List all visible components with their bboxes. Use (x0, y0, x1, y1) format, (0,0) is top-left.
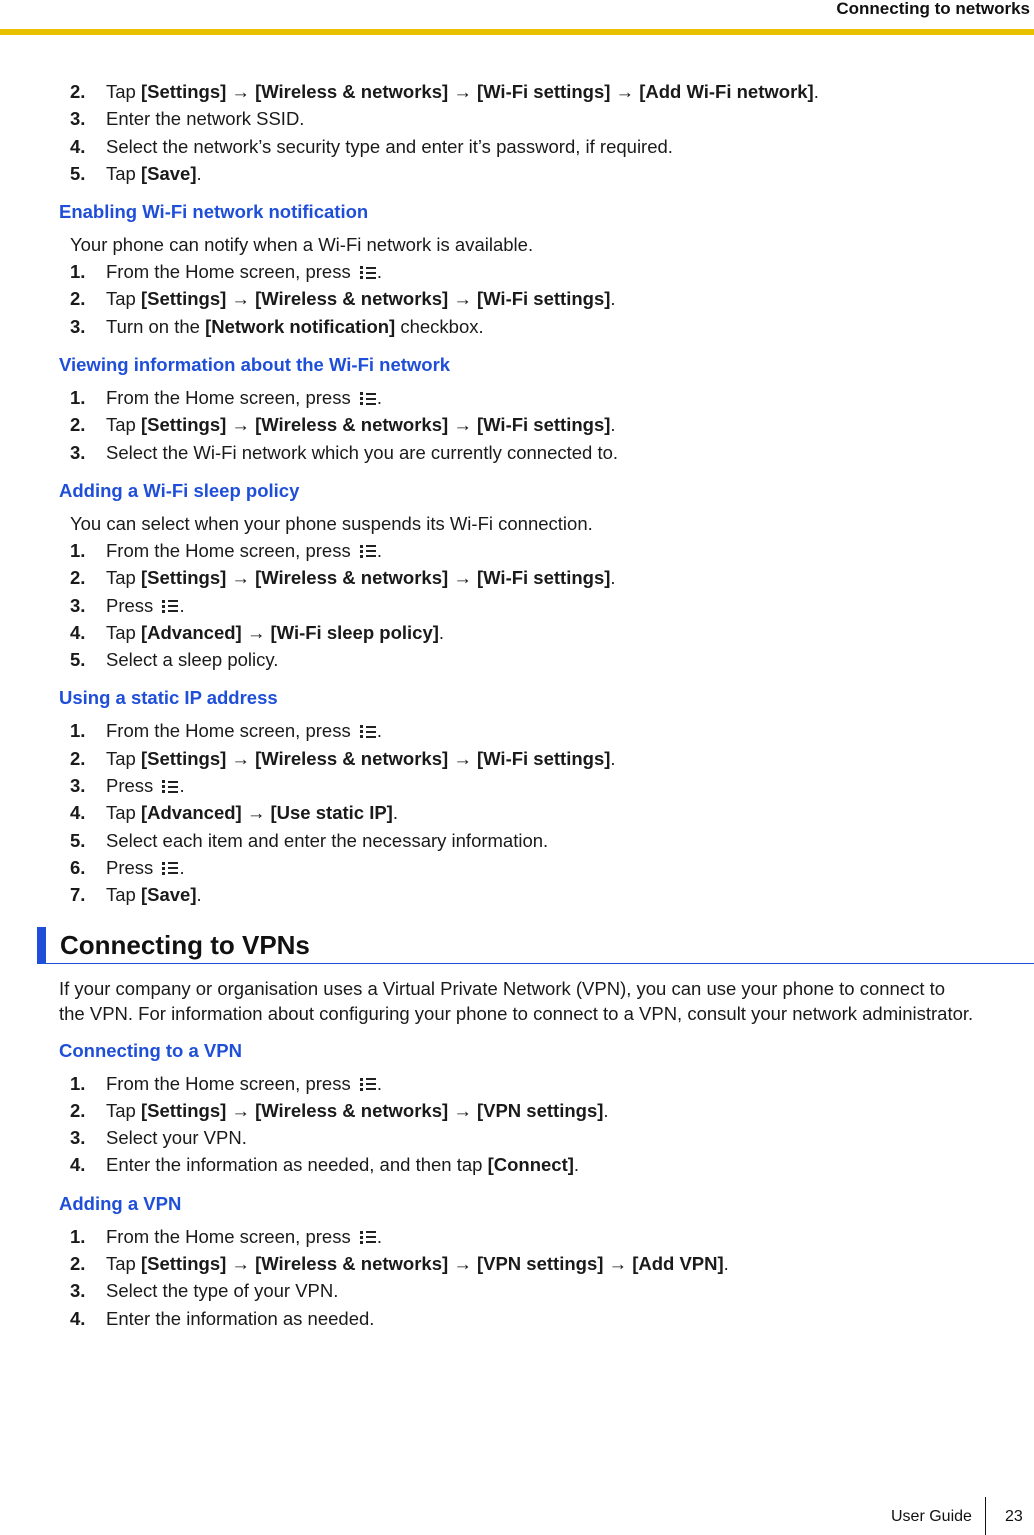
ui-label: [Connect] (487, 1154, 574, 1176)
step-text (106, 564, 616, 591)
ui-label: [Settings] (140, 288, 227, 310)
ui-label: [VPN settings] (476, 1253, 604, 1275)
step-text-run: . (196, 884, 202, 906)
menu-icon (360, 724, 376, 739)
step-text (106, 439, 618, 466)
step-number: 2. (70, 1253, 86, 1275)
step-number: 3. (70, 775, 86, 797)
step-text-run: Select your VPN. (106, 1127, 247, 1149)
step-text (106, 854, 185, 881)
step-text-run: checkbox. (395, 315, 484, 337)
step-list (0, 1223, 1034, 1332)
step-text-run: Tap (106, 81, 141, 102)
step-item (0, 717, 1034, 744)
step-number: 4. (70, 802, 86, 824)
ui-label: [Save] (140, 884, 197, 906)
step-item (0, 1151, 1034, 1178)
step-number: 4. (70, 621, 86, 643)
step-text-run: Enter the information as needed, and then tap (106, 1154, 488, 1176)
step-text-run: From the Home screen, press (106, 720, 356, 742)
step-number: 3. (70, 594, 86, 616)
step-number: 2. (70, 747, 86, 769)
step-number: 4. (70, 1154, 86, 1176)
step-text-run: . (376, 539, 382, 561)
step-number: 2. (70, 567, 86, 589)
step-text-run: → (448, 288, 477, 310)
step-text-run: Tap (106, 747, 141, 769)
menu-icon (360, 391, 376, 406)
ui-label: [Wi-Fi settings] (476, 747, 611, 769)
step-text (106, 160, 202, 187)
menu-icon (360, 265, 376, 280)
step-text-run: . (179, 594, 185, 616)
step-item (0, 854, 1034, 881)
step-text-run: . (376, 1072, 382, 1094)
step-text-run: Tap (106, 802, 141, 824)
ui-label: [Wi-Fi settings] (476, 414, 611, 436)
step-text-run: → (448, 567, 477, 589)
step-number: 4. (70, 1307, 86, 1329)
step-item (0, 564, 1034, 591)
step-list (0, 78, 1034, 187)
subheading-adding-vpn: Adding a VPN (59, 1192, 182, 1214)
menu-icon (360, 544, 376, 559)
ui-label: [Wireless & networks] (255, 567, 449, 589)
step-item (0, 133, 1034, 160)
step-item (0, 619, 1034, 646)
step-item (0, 772, 1034, 799)
step-text (106, 1151, 579, 1178)
section-heading-vpns: Connecting to VPNs (37, 927, 1034, 964)
step-item (0, 285, 1034, 312)
step-text (106, 133, 673, 160)
ui-label: [Settings] (140, 747, 227, 769)
step-text (106, 881, 202, 908)
step-text-run: Select a sleep policy. (106, 649, 279, 671)
ui-label: [Save] (140, 162, 197, 184)
step-item (0, 881, 1034, 908)
step-text (106, 1305, 374, 1332)
subheading-sleep-policy: Adding a Wi-Fi sleep policy (59, 479, 300, 501)
step-number: 1. (70, 539, 86, 561)
ui-label: [Advanced] (140, 621, 242, 643)
step-number: 7. (70, 884, 86, 906)
step-text (106, 384, 382, 411)
step-item (0, 1305, 1034, 1332)
menu-icon (360, 1077, 376, 1092)
step-text (106, 646, 278, 673)
step-number: 5. (70, 162, 86, 184)
step-number: 3. (70, 1127, 86, 1149)
ui-label: [Wi-Fi settings] (476, 288, 611, 310)
step-text (106, 1097, 609, 1124)
intro-notification: Your phone can notify when a Wi-Fi network is available. (70, 234, 534, 256)
step-text-run: Press (106, 594, 159, 616)
step-text (106, 717, 382, 744)
step-text-run: Press (106, 775, 159, 797)
step-number: 4. (70, 135, 86, 157)
step-item (0, 411, 1034, 438)
step-text-run: → (241, 802, 271, 824)
step-text-run: . (610, 567, 616, 589)
header-rule (0, 29, 1034, 35)
step-text-run: From the Home screen, press (106, 261, 356, 283)
step-list (0, 258, 1034, 340)
step-text-run: . (179, 856, 185, 878)
step-text-run: → (603, 1253, 633, 1275)
step-text-run: . (610, 414, 616, 436)
step-item (0, 592, 1034, 619)
step-text-run: Tap (106, 288, 141, 310)
ui-label: [VPN settings] (476, 1099, 604, 1121)
step-text-run: Tap (106, 414, 141, 436)
step-number: 5. (70, 649, 86, 671)
step-text-run: . (610, 747, 616, 769)
step-text-run: . (196, 162, 202, 184)
intro-sleep-policy: You can select when your phone suspends its Wi-Fi connection. (70, 512, 593, 534)
step-text-run: . (813, 81, 819, 102)
running-header: Connecting to networks (836, 0, 1030, 18)
step-text-run: → (448, 1253, 477, 1275)
step-text (106, 285, 616, 312)
ui-label: [Wi-Fi settings] (476, 567, 611, 589)
step-number: 1. (70, 261, 86, 283)
subheading-static-ip: Using a static IP address (59, 687, 278, 709)
menu-icon (360, 1230, 376, 1245)
ui-label: [Wireless & networks] (255, 414, 449, 436)
ui-label: [Add Wi-Fi network] (639, 81, 814, 102)
step-text (106, 258, 382, 285)
step-text-run: → (448, 81, 477, 102)
step-text-run: Tap (106, 1253, 141, 1275)
step-text-run: → (448, 747, 477, 769)
step-text-run: . (723, 1253, 729, 1275)
step-text-run: → (226, 81, 256, 102)
step-text-run: From the Home screen, press (106, 1225, 356, 1247)
step-item (0, 827, 1034, 854)
step-text-run: Tap (106, 884, 141, 906)
step-text-run: From the Home screen, press (106, 1072, 356, 1094)
step-text-run: → (226, 567, 256, 589)
step-number: 2. (70, 81, 86, 102)
step-text-run: → (226, 414, 256, 436)
step-text-run: → (448, 1099, 477, 1121)
ui-label: [Wireless & networks] (255, 747, 449, 769)
step-number: 1. (70, 720, 86, 742)
step-text-run: Tap (106, 621, 141, 643)
step-text-run: Select the type of your VPN. (106, 1280, 339, 1302)
step-text-run: . (376, 387, 382, 409)
step-item (0, 160, 1034, 187)
step-text (106, 1070, 382, 1097)
section-intro-vpns: If your company or organisation uses a Virtual Private Network (VPN), you can use your phone to connect to the VPN. For information about configuring your phone to connect to a VPN, consult your network administrator. (59, 977, 974, 1024)
step-item (0, 1223, 1034, 1250)
step-text-run: Select the Wi-Fi network which you are currently connected to. (106, 441, 619, 463)
step-number: 2. (70, 288, 86, 310)
step-text-run: Enter the information as needed. (106, 1307, 375, 1329)
step-text (106, 1223, 382, 1250)
step-text-run: → (241, 621, 271, 643)
step-text-run: . (376, 720, 382, 742)
step-item (0, 105, 1034, 132)
step-text (106, 592, 185, 619)
step-list (0, 1070, 1034, 1179)
ui-label: [Settings] (140, 81, 227, 102)
ui-label: [Wireless & networks] (255, 1253, 449, 1275)
step-text (106, 313, 484, 340)
step-text-run: → (226, 1253, 256, 1275)
step-text (106, 772, 185, 799)
step-text (106, 537, 382, 564)
step-number: 3. (70, 441, 86, 463)
step-text-run: . (603, 1099, 609, 1121)
step-item (0, 799, 1034, 826)
step-item (0, 78, 1034, 105)
step-number: 2. (70, 1099, 86, 1121)
ui-label: [Use static IP] (270, 802, 393, 824)
step-text-run: Enter the network SSID. (106, 108, 305, 130)
step-text (106, 1250, 729, 1277)
step-item (0, 537, 1034, 564)
step-list (0, 717, 1034, 908)
step-number: 3. (70, 108, 86, 130)
step-text-run: Turn on the (106, 315, 206, 337)
ui-label: [Settings] (140, 1253, 227, 1275)
step-text-run: Press (106, 856, 159, 878)
page-content (0, 78, 1034, 1332)
ui-label: [Wireless & networks] (255, 81, 449, 102)
step-item (0, 1250, 1034, 1277)
page-number: 23 (1005, 1508, 1023, 1525)
step-text-run: . (438, 621, 445, 643)
step-list (0, 384, 1034, 466)
step-text-run: → (226, 288, 256, 310)
step-number: 6. (70, 856, 86, 878)
ui-label: [Wireless & networks] (255, 1099, 449, 1121)
step-text (106, 619, 444, 646)
step-text-run: Select each item and enter the necessary information. (106, 829, 549, 851)
step-item (0, 384, 1034, 411)
subheading-viewing: Viewing information about the Wi-Fi network (59, 354, 451, 376)
step-text-run: Tap (106, 162, 141, 184)
step-text-run: From the Home screen, press (106, 387, 356, 409)
step-item (0, 1277, 1034, 1304)
step-text-run: . (610, 288, 616, 310)
step-text-run: . (376, 1225, 382, 1247)
menu-icon (162, 861, 178, 876)
step-text-run: → (226, 747, 256, 769)
footer-divider (985, 1497, 986, 1535)
step-text (106, 799, 398, 826)
footer-label: User Guide (891, 1508, 972, 1525)
menu-icon (162, 599, 178, 614)
step-item (0, 258, 1034, 285)
step-text (106, 827, 548, 854)
step-number: 3. (70, 315, 86, 337)
step-text-run: . (573, 1154, 580, 1176)
step-item (0, 1124, 1034, 1151)
ui-label: [Wireless & networks] (255, 288, 449, 310)
ui-label: [Settings] (140, 414, 227, 436)
ui-label: [Settings] (140, 1099, 227, 1121)
step-text (106, 1277, 338, 1304)
ui-label: [Settings] (140, 567, 227, 589)
step-number: 3. (70, 1280, 86, 1302)
ui-label: [Network notification] (205, 315, 396, 337)
step-text-run: Tap (106, 567, 141, 589)
subheading-notification: Enabling Wi-Fi network notification (59, 201, 369, 223)
subheading-connecting-vpn: Connecting to a VPN (59, 1039, 242, 1061)
step-text (106, 105, 304, 132)
step-text (106, 745, 616, 772)
step-number: 1. (70, 1072, 86, 1094)
ui-label: [Wi-Fi sleep policy] (270, 621, 439, 643)
step-item (0, 439, 1034, 466)
step-text-run: → (448, 414, 477, 436)
step-number: 5. (70, 829, 86, 851)
step-text-run: From the Home screen, press (106, 539, 356, 561)
step-number: 1. (70, 1225, 86, 1247)
step-text-run: . (392, 802, 398, 824)
step-text (106, 1124, 247, 1151)
ui-label: [Wi-Fi settings] (476, 81, 611, 102)
ui-label: [Add VPN] (632, 1253, 724, 1275)
step-text-run: Tap (106, 1099, 141, 1121)
step-text-run: → (226, 1099, 256, 1121)
step-number: 1. (70, 387, 86, 409)
step-item (0, 313, 1034, 340)
step-number: 2. (70, 414, 86, 436)
step-text-run: Select the network’s security type and enter it’s password, if required. (106, 135, 673, 157)
step-text (106, 78, 819, 105)
step-text (106, 411, 616, 438)
step-list (0, 537, 1034, 673)
step-text-run: . (179, 775, 185, 797)
step-text-run: → (610, 81, 640, 102)
step-item (0, 1097, 1034, 1124)
menu-icon (162, 779, 178, 794)
step-item (0, 1070, 1034, 1097)
step-item (0, 745, 1034, 772)
step-text-run: . (376, 261, 382, 283)
ui-label: [Advanced] (140, 802, 242, 824)
step-item (0, 646, 1034, 673)
